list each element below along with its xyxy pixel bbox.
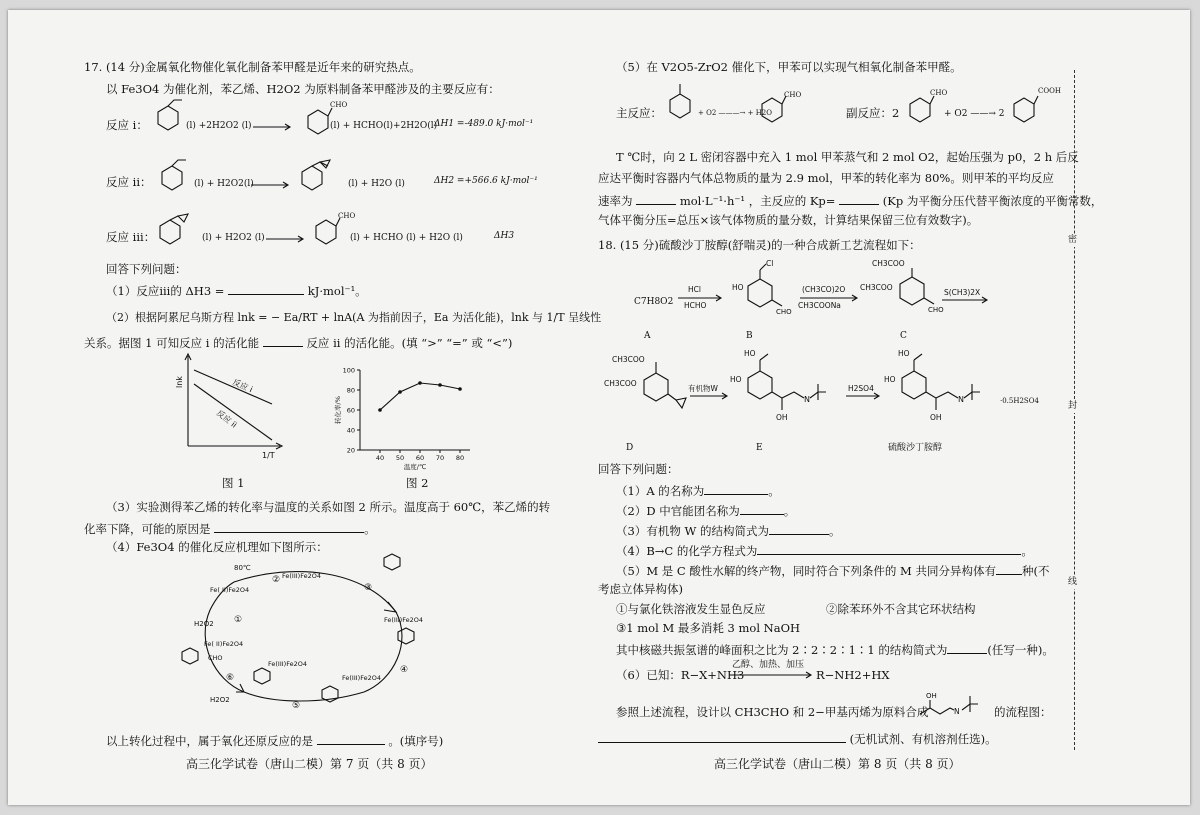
q18-2-text: （2）D 中官能团名称为 <box>616 504 740 518</box>
q17-sub1-text: （1）反应iii的 ΔH3 = <box>106 284 225 298</box>
q18-5-line1 <box>616 564 1049 578</box>
q17-sub4: （4）Fe3O4 的催化反应机理如下图所示： <box>106 540 328 554</box>
q17-sub5-para2: 应达平衡时容器内气体总物质的量为 2.9 mol，甲苯的转化率为 80%。则甲苯的平均反应 <box>598 171 1054 185</box>
flow-arrow-1 <box>676 280 726 314</box>
reaction-iii-cho: CHO <box>338 212 356 220</box>
mech-h2o2-bottom: H2O2 <box>210 696 230 704</box>
compound-D-ch3coo-1: CH3COO <box>612 355 645 364</box>
q17-sub5-para4: 气体平衡分压=总压×该气体物质的量分数，计算结果保留三位有效数字)。 <box>598 213 979 227</box>
reagent-1-top: HCl <box>688 285 701 294</box>
q18-3-text: （3）有机物 W 的结构简式为 <box>616 524 769 538</box>
q17-sub5-intro: （5）在 V2O5-ZrO2 催化下，甲苯可以实现气相氧化制备苯甲醛。 <box>616 60 962 74</box>
fig1-line-i <box>194 370 272 404</box>
reaction-iii-reactants: (l) + H2O2 (l) <box>202 233 265 243</box>
q18-6-line3-end: (无机试剂、有机溶剂任选)。 <box>849 732 997 746</box>
reaction-ii-products: (l) + H2O (l) <box>348 179 405 189</box>
fig2-data-point <box>458 387 462 391</box>
target-oh: OH <box>926 692 937 700</box>
salbutamol-ho-2: HO <box>884 375 896 384</box>
figure-2-chart <box>330 364 480 471</box>
mech-styrene-ring-right <box>398 628 414 644</box>
reaction-i-enthalpy: ΔH1 =-489.0 kJ·mol⁻¹ <box>434 119 534 129</box>
mech-step-2: ② <box>272 575 281 585</box>
q18-2-blank[interactable] <box>740 504 784 515</box>
q18-6-line2-end: 的流程图： <box>994 705 1052 719</box>
q18-5-text: （5）M 是 C 酸性水解的终产物，同时符合下列条件的 M 共同分异构体有 <box>616 564 996 578</box>
product-name: 硫酸沙丁胺醇 <box>888 443 943 453</box>
fig2-xlabel: 温度/℃ <box>403 463 427 471</box>
fig2-ytick-label: 60 <box>346 406 355 415</box>
answer-prompt-18: 回答下列问题： <box>598 462 679 476</box>
styrene-structure-2 <box>154 158 194 194</box>
flow-arrow-5 <box>844 382 884 404</box>
compound-E-n: N <box>804 395 810 404</box>
q17-sub2-line1: （2）根据阿累尼乌斯方程 lnk = − Ea/RT + lnA(A 为指前因子，Ea 为活化能)，lnk 与 1/T 呈线性 <box>106 311 602 324</box>
fig2-data-point <box>378 408 382 412</box>
mech-species-top-right: Fe(III)Fe2O4 <box>282 572 321 580</box>
q18-5-nmr-end: (任写一种)。 <box>987 643 1054 657</box>
q18-6-known: （6）已知：R−X+NH3 <box>616 668 745 682</box>
fig2-ytick-label: 80 <box>346 386 355 395</box>
fig1-line-ii-label: 反应 ii <box>214 408 239 430</box>
fig2-data-point <box>398 390 402 394</box>
seal-char-3: 线 <box>1068 577 1078 587</box>
q17-sub5-para1: T ℃时，向 2 L 密闭容器中充入 1 mol 甲苯蒸气和 2 mol O2，起始压强为 p0，2 h 后反 <box>616 150 1079 164</box>
q18-2: （2）D 中官能团名称为 。 <box>616 504 796 518</box>
fig2-xtick-label: 40 <box>375 454 385 462</box>
fig2-ytick-label: 40 <box>346 426 355 435</box>
reagent-3: S(CH3)2X <box>944 288 981 297</box>
fig2-xtick-label: 50 <box>395 454 405 462</box>
answer-prompt-17: 回答下列问题： <box>106 262 187 276</box>
q18-6-arrow <box>730 670 814 680</box>
target-n: N <box>954 707 960 716</box>
q17-sub5-para3-a: 速率为 <box>598 194 633 208</box>
label-C: C <box>900 331 907 341</box>
compound-C-ch3coo-1: CH3COO <box>872 259 905 268</box>
reaction-ii-label: 反应 ii： <box>106 175 152 189</box>
fig1-ylabel: lnk <box>175 376 184 388</box>
fig2-xtick-label: 70 <box>435 454 445 462</box>
q18-title: 18. (15 分)硫酸沙丁胺醇(舒喘灵)的一种合成新工艺流程如下： <box>598 238 921 252</box>
q18-1-blank[interactable] <box>704 484 768 495</box>
mech-species-bottom-right: Fe(III)Fe2O4 <box>342 674 381 682</box>
compound-B-cho: CHO <box>776 308 792 316</box>
q18-5-nmr-text: 其中核磁共振氢谱的峰面积之比为 2∶2∶2∶1∶1 的结构简式为 <box>616 643 948 657</box>
mech-h2o2-left: H2O2 <box>194 620 214 628</box>
q18-3: （3）有机物 W 的结构简式为 。 <box>616 524 841 538</box>
reagent-2-bottom: CH3COONa <box>798 301 841 310</box>
compound-E-oh: OH <box>776 413 788 422</box>
mech-temp: 80℃ <box>234 564 251 572</box>
mech-cho-left: CHO <box>208 654 223 662</box>
fig2-ylabel: 转化率/% <box>334 396 342 424</box>
styrene-structure <box>148 98 188 134</box>
q17-sub2-text: 关系。据图 1 可知反应 i 的活化能 <box>84 336 260 350</box>
q18-5-cond2: ②除苯环外不含其它环状结构 <box>826 602 976 616</box>
q17-sub2-blank[interactable] <box>263 336 303 347</box>
reaction-i-cho: CHO <box>330 101 348 109</box>
mech-species-right: Fe(III)Fe2O4 <box>384 616 423 624</box>
main-reaction-cho: CHO <box>784 91 802 99</box>
flow-arrow-3 <box>940 286 992 308</box>
mech-species-top-left: Fe( II)Fe2O4 <box>210 586 250 594</box>
q17-sub5-para3-b: mol·L⁻¹·h⁻¹ ，主反应的 Kp= <box>679 194 836 208</box>
compound-D-structure <box>604 350 696 428</box>
flow-arrow-4 <box>688 382 732 404</box>
fig2-ytick-label: 100 <box>342 366 355 375</box>
mech-species-bottom-left: Fe(III)Fe2O4 <box>268 660 307 668</box>
mech-step-6: ⑥ <box>226 673 235 683</box>
q17-sub1-unit: kJ·mol⁻¹。 <box>307 284 367 298</box>
reagent-5: H2SO4 <box>848 384 874 393</box>
fig2-caption: 图 2 <box>406 476 429 490</box>
reaction-ii-arrow <box>251 180 291 190</box>
reaction-i-arrow <box>253 122 293 132</box>
q17-sub5-rate-blank[interactable] <box>636 194 676 205</box>
q17-sub1 <box>106 284 367 298</box>
mechanism-cycle <box>174 552 436 712</box>
seal-char-2: 封 <box>1068 401 1078 411</box>
mech-step-5: ⑤ <box>292 701 301 711</box>
fig2-xtick-label: 60 <box>415 454 425 462</box>
q18-6-answer-blank[interactable] <box>598 732 846 743</box>
compound-C-cho: CHO <box>928 306 944 314</box>
q18-4-blank[interactable] <box>757 544 1021 555</box>
reaction-iii-products: (l) + HCHO (l) + H2O (l) <box>350 233 463 243</box>
fig1-line-i-label: 反应 i <box>231 377 254 395</box>
compound-C-structure <box>860 258 950 324</box>
reaction-i-reactants: (l) +2H2O2 (l) <box>186 121 252 131</box>
q17-sub3-blank[interactable] <box>214 522 364 533</box>
side-reaction-cho: CHO <box>930 89 948 97</box>
q17-sub5-para3 <box>598 194 1102 208</box>
q17-intro: 以 Fe3O4 为催化剂，苯乙烯、H2O2 为原料制备苯甲醛涉及的主要反应有： <box>106 82 500 96</box>
q18-6-line3 <box>598 732 997 746</box>
fig1-caption: 图 1 <box>222 476 245 490</box>
label-B: B <box>746 331 753 341</box>
q18-1-text: （1）A 的名称为 <box>616 484 705 498</box>
q18-5-cond1: ①与氯化铁溶液发生显色反应 <box>616 602 766 616</box>
q18-5-line2: 考虑立体异构体) <box>598 582 683 596</box>
mech-ring-bottom-left <box>254 668 270 684</box>
mech-step-1: ① <box>234 615 243 625</box>
toluene-structure <box>664 82 700 122</box>
reagent-4: 有机物W <box>688 384 718 393</box>
q17-sub5-para3-c: (Kp 为平衡分压代替平衡浓度的平衡常数， <box>882 194 1103 208</box>
compound-B-cl: Cl <box>766 259 774 268</box>
reagent-1-bottom: HCHO <box>684 301 707 310</box>
benzaldehyde-structure-4 <box>904 92 940 128</box>
compound-B-ho: HO <box>732 283 744 292</box>
salbutamol-n: N <box>958 395 964 404</box>
fig2-ytick-label: 20 <box>346 446 355 455</box>
footer-page-7: 高三化学试卷（唐山二模）第 7 页（共 8 页） <box>186 757 433 771</box>
fig1-line-ii <box>194 384 272 440</box>
target-molecule-structure <box>918 690 992 720</box>
figure-1-chart <box>175 354 286 460</box>
epoxide-structure <box>296 158 348 194</box>
reaction-iii-label: 反应 iii： <box>106 230 156 244</box>
mech-step-4: ④ <box>400 665 409 675</box>
q18-5-nmr-blank[interactable] <box>947 643 987 654</box>
benzoic-acid-structure <box>1008 92 1044 128</box>
q18-6-line2: 参照上述流程，设计以 CH3CHO 和 2−甲基丙烯为原料合成 <box>616 705 929 719</box>
q18-1: （1）A 的名称为 。 <box>616 484 780 498</box>
salbutamol-sulfate-structure <box>884 348 1000 438</box>
q18-5-text-end: 种(不 <box>1021 564 1050 578</box>
compound-E-ho-1: HO <box>744 349 756 358</box>
q17-sub3-line2: 化率下降，可能的原因是 。 <box>84 522 376 536</box>
q17-sub3-line1: （3）实验测得苯乙烯的转化率与温度的关系如图 2 所示。温度高于 60℃，苯乙烯的转 <box>106 500 551 514</box>
salbutamol-oh: OH <box>930 413 942 422</box>
q17-sub4-tail-end: 。(填序号) <box>388 734 444 748</box>
fig2-series-line <box>380 383 460 410</box>
q17-sub4-blank[interactable] <box>317 734 385 745</box>
q17-sub1-blank[interactable] <box>228 284 304 295</box>
footer-page-8: 高三化学试卷（唐山二模）第 8 页（共 8 页） <box>714 757 961 771</box>
q17-title: 17. (14 分)金属氧化物催化氧化制备苯甲醛是近年来的研究热点。 <box>84 60 421 74</box>
seal-char-1: 密 <box>1068 235 1078 245</box>
compound-D-ch3coo-2: CH3COO <box>604 379 637 388</box>
q18-4: （4）B→C 的化学方程式为 。 <box>616 544 1033 558</box>
mech-species-left: Fe( II)Fe2O4 <box>204 640 244 648</box>
exam-sheet <box>8 10 1190 805</box>
fig2-data-point <box>438 383 442 387</box>
fig2-data-point <box>418 381 422 385</box>
q17-sub4-tail-text: 以上转化过程中，属于氧化还原反应的是 <box>106 734 313 748</box>
reaction-iii-arrow <box>266 234 306 244</box>
label-E: E <box>756 443 763 453</box>
mech-styrene-ring-top <box>384 554 400 570</box>
reaction-ii-enthalpy: ΔH2 =+566.6 kJ·mol⁻¹ <box>434 176 538 186</box>
compound-C-ch3coo-2: CH3COO <box>860 283 893 292</box>
reagent-2-top: (CH3CO)2O <box>802 285 846 294</box>
reaction-ii-reactants: (l) + H2O2(l) <box>194 179 254 189</box>
q17-sub2-text-b: 反应 ii 的活化能。(填 “>” “=” 或 “<”) <box>306 336 513 350</box>
q18-6-condition: 乙醇、加热、加压 <box>732 660 805 670</box>
q18-4-text: （4）B→C 的化学方程式为 <box>616 544 758 558</box>
main-reaction-text: + O2 ———→ + H2O <box>698 109 772 117</box>
salbutamol-ho-1: HO <box>898 349 910 358</box>
epoxide-structure-2 <box>154 212 204 248</box>
q18-5-blank[interactable] <box>996 564 1022 575</box>
reaction-i-label: 反应 i： <box>106 118 148 132</box>
compound-E-ho-2: HO <box>730 375 742 384</box>
mech-benzaldehyde-ring <box>182 648 198 664</box>
fig1-xlabel: 1/T <box>262 451 275 460</box>
main-reaction-label: 主反应： <box>616 106 662 120</box>
fig2-xtick-label: 80 <box>455 454 465 462</box>
label-D: D <box>626 443 634 453</box>
reaction-i-products: (l) + HCHO(l)+2H2O(l) <box>330 121 438 131</box>
side-reaction-label: 副反应：2 <box>846 106 900 120</box>
compound-B-structure <box>732 260 798 326</box>
q18-5-cond3: ③1 mol M 最多消耗 3 mol NaOH <box>616 621 801 635</box>
compound-A-formula: C7H8O2 <box>634 297 674 307</box>
flow-arrow-2 <box>798 280 862 314</box>
q18-6-product: R−NH2+HX <box>816 668 890 682</box>
q17-sub5-kp-blank[interactable] <box>839 194 879 205</box>
side-reaction-cooh: COOH <box>1038 87 1061 95</box>
q18-5-nmr <box>616 643 1054 657</box>
salbutamol-salt: ·0.5H2SO4 <box>1000 397 1039 405</box>
q17-sub2-line2 <box>84 336 512 350</box>
mech-step-3: ③ <box>364 583 373 593</box>
compound-E-structure <box>730 348 840 438</box>
q17-sub3-text: 化率下降，可能的原因是 <box>84 522 211 536</box>
reaction-iii-enthalpy: ΔH3 <box>494 231 515 241</box>
label-A: A <box>644 331 651 341</box>
q18-3-blank[interactable] <box>769 524 829 535</box>
side-reaction-text: + O2 ——→ 2 <box>944 109 1005 119</box>
q17-sub4-tail <box>106 734 443 748</box>
